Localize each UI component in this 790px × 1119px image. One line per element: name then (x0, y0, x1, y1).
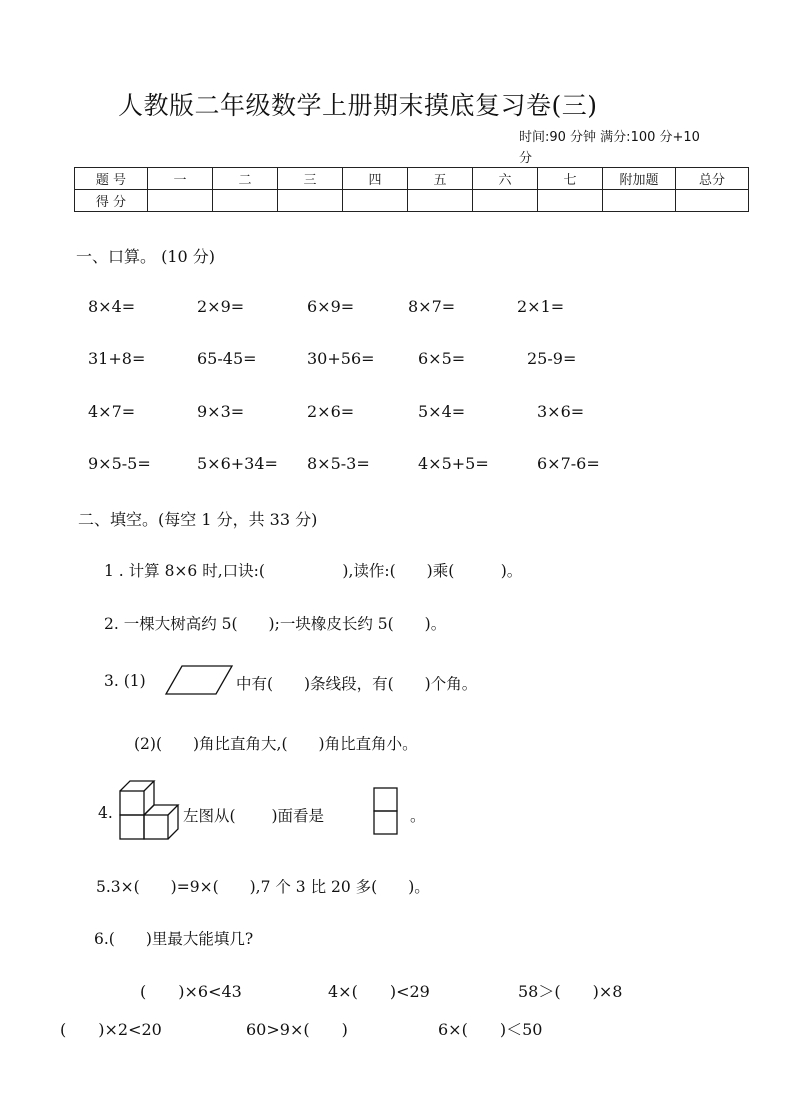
fill-question-6-item: ( )×2<20 (60, 1020, 162, 1039)
mental-math-item: 3×6= (537, 402, 585, 421)
score-row-label: 得 分 (75, 190, 148, 212)
mental-math-item: 9×3= (197, 402, 245, 421)
score-header-cell: 题 号 (75, 168, 148, 190)
score-cell[interactable] (343, 190, 408, 212)
fill-question-4-end: 。 (410, 807, 426, 825)
score-header-cell: 四 (343, 168, 408, 190)
score-header-cell: 七 (538, 168, 603, 190)
score-header-cell: 五 (408, 168, 473, 190)
exam-time-score: 时间:90 分钟 满分:100 分+10 (519, 130, 700, 145)
cube-stack-figure (118, 778, 180, 842)
score-header-cell: 六 (473, 168, 538, 190)
score-cell[interactable] (538, 190, 603, 212)
fill-question-6-item: 60>9×( ) (246, 1020, 348, 1039)
fill-question-4-text: 左图从( )面看是 (183, 807, 325, 825)
mental-math-item: 6×7-6= (537, 454, 600, 473)
mental-math-item: 6×5= (418, 349, 466, 368)
score-cell[interactable] (148, 190, 213, 212)
section1-title: 一、口算。 (10 分) (76, 247, 216, 266)
score-header-cell: 附加题 (603, 168, 676, 190)
mental-math-item: 9×5-5= (88, 454, 151, 473)
mental-math-item: 30+56= (307, 349, 375, 368)
parallelogram-figure (164, 664, 234, 696)
mental-math-item: 8×4= (88, 297, 136, 316)
fill-question-6-item: 4×( )<29 (328, 982, 430, 1001)
score-table (74, 167, 749, 212)
mental-math-item: 25-9= (527, 349, 577, 368)
mental-math-item: 8×5-3= (307, 454, 370, 473)
fill-question-2: 2. 一棵大树高约 5( );一块橡皮长约 5( )。 (104, 615, 447, 633)
exam-time-score-wrap: 分 (519, 151, 533, 166)
fill-question-3-number: 3. (1) (104, 672, 146, 690)
score-table-score-row (75, 190, 749, 212)
fill-question-6-item: ( )×6<43 (140, 982, 242, 1001)
fill-question-3-part2: (2)( )角比直角大,( )角比直角小。 (134, 735, 418, 753)
score-cell[interactable] (603, 190, 676, 212)
mental-math-item: 2×1= (517, 297, 565, 316)
fill-question-6-item: 58＞( )×8 (518, 982, 623, 1001)
front-view-figure (372, 786, 400, 836)
fill-question-1: 1 . 计算 8×6 时,口诀:( ),读作:( )乘( )。 (104, 562, 523, 580)
mental-math-item: 5×4= (418, 402, 466, 421)
mental-math-item: 65-45= (197, 349, 257, 368)
score-header-cell: 二 (213, 168, 278, 190)
score-header-cell: 一 (148, 168, 213, 190)
score-header-cell: 三 (278, 168, 343, 190)
score-cell[interactable] (473, 190, 538, 212)
score-cell[interactable] (278, 190, 343, 212)
mental-math-item: 31+8= (88, 349, 146, 368)
score-cell[interactable] (676, 190, 749, 212)
score-header-cell: 总分 (676, 168, 749, 190)
score-cell[interactable] (408, 190, 473, 212)
page-title: 人教版二年级数学上册期末摸底复习卷(三) (118, 91, 598, 120)
mental-math-item: 2×6= (307, 402, 355, 421)
mental-math-item: 4×5+5= (418, 454, 489, 473)
mental-math-item: 8×7= (408, 297, 456, 316)
fill-question-5: 5.3×( )=9×( ),7 个 3 比 20 多( )。 (96, 878, 430, 896)
fill-question-6-item: 6×( )＜50 (438, 1020, 543, 1039)
mental-math-item: 2×9= (197, 297, 245, 316)
score-cell[interactable] (213, 190, 278, 212)
mental-math-item: 4×7= (88, 402, 136, 421)
mental-math-item: 5×6+34= (197, 454, 278, 473)
fill-question-4-number: 4. (98, 804, 113, 822)
section2-title: 二、填空。(每空 1 分，共 33 分) (78, 510, 318, 529)
fill-question-6: 6.( )里最大能填几? (94, 930, 254, 948)
score-table-header-row (75, 168, 749, 190)
mental-math-item: 6×9= (307, 297, 355, 316)
fill-question-3-text: 中有( )条线段，有( )个角。 (236, 675, 478, 693)
